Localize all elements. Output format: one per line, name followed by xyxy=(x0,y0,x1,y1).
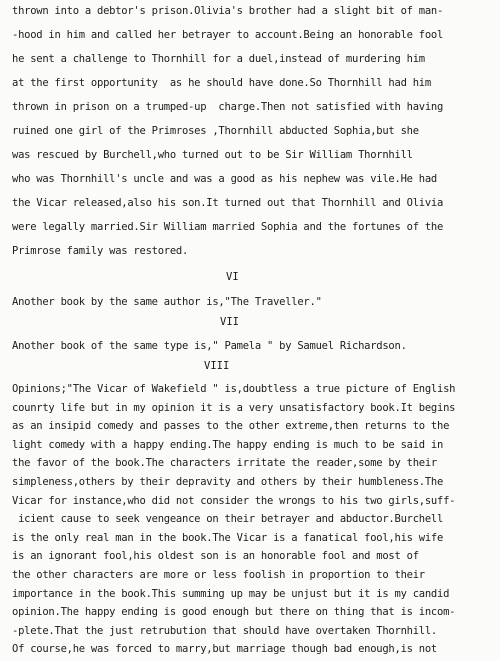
section-viii-line: counrty life but in my opinion it is a very unsatisfactory book.It begins xyxy=(12,401,456,414)
section-viii-line: is the only real man in the book.The Vicar is a fanatical fool,his wife xyxy=(12,531,444,544)
section-viii-line: simpleness,others by their depravity and others by their humbleness.The xyxy=(12,476,444,488)
section-vii-text: Another book of the same type is," Pamela " by Samuel Richardson. xyxy=(12,340,407,352)
section-viii-line: -plete.That the just retrubution that should have overtaken Thornhill. xyxy=(12,624,438,637)
section-viii-line: the favor of the book.The characters irritate the reader,some by their xyxy=(12,457,438,470)
paragraph-line: he sent a challenge to Thornhill for a duel,instead of murdering him xyxy=(12,53,425,65)
section-viii-line: opinion.The happy ending is good enough but there on thing that is incom- xyxy=(12,606,456,619)
section-heading-vi: VI xyxy=(226,271,239,283)
section-heading-vii: VII xyxy=(220,316,239,328)
section-viii-line: as an insipid comedy and passes to the other extreme,then returns to the xyxy=(12,420,450,433)
section-viii-line: Of course,he was forced to marry,but marriage though bad enough,is not xyxy=(12,643,438,656)
paragraph-line: -hood in him and called her betrayer to account.Being an honorable fool xyxy=(12,29,444,41)
section-viii-line: light comedy with a happy ending.The happy ending is much to be said in xyxy=(12,438,444,451)
paragraph-line: thrown in prison on a trumped-up charge.Then not satisfied with having xyxy=(12,101,444,113)
section-viii-line: Opinions;"The Vicar of Wakefield " is,doubtless a true picture of English xyxy=(12,383,456,395)
paragraph-line: ruined one girl of the Primroses ,Thornhill abducted Sophia,but she xyxy=(12,125,419,137)
paragraph-line: thrown into a debtor's prison.Olivia's brother had a slight bit of man- xyxy=(12,5,444,17)
section-heading-viii: VIII xyxy=(204,360,230,372)
section-vi-text: Another book by the same author is,"The Traveller." xyxy=(12,296,322,308)
paragraph-line: Primrose family was restored. xyxy=(12,245,189,257)
paragraph-line: was rescued by Burchell,who turned out to be Sir William Thornhill xyxy=(12,149,413,161)
section-viii-line: icient cause to seek vengeance on their betrayer and abductor.Burchell xyxy=(12,513,444,526)
section-viii-line: Vicar for instance,who did not consider the wrongs to his two girls,suff- xyxy=(12,494,456,507)
section-viii-line: importance in the book.This summing up may be unjust but it is my candid xyxy=(12,587,450,600)
paragraph-line: at the first opportunity as he should have done.So Thornhill had him xyxy=(12,77,431,89)
paragraph-line: were legally married.Sir William married Sophia and the fortunes of the xyxy=(12,221,444,233)
section-viii-line: is an ignorant fool,his oldest son is an honorable fool and most of xyxy=(12,550,419,563)
paragraph-line: the Vicar released,also his son.It turned out that Thornhill and Olivia xyxy=(12,197,444,209)
paragraph-line: who was Thornhill's uncle and was a good as his nephew was vile.He had xyxy=(12,173,438,185)
section-viii-line: the other characters are more or less foolish in proportion to their xyxy=(12,569,425,581)
